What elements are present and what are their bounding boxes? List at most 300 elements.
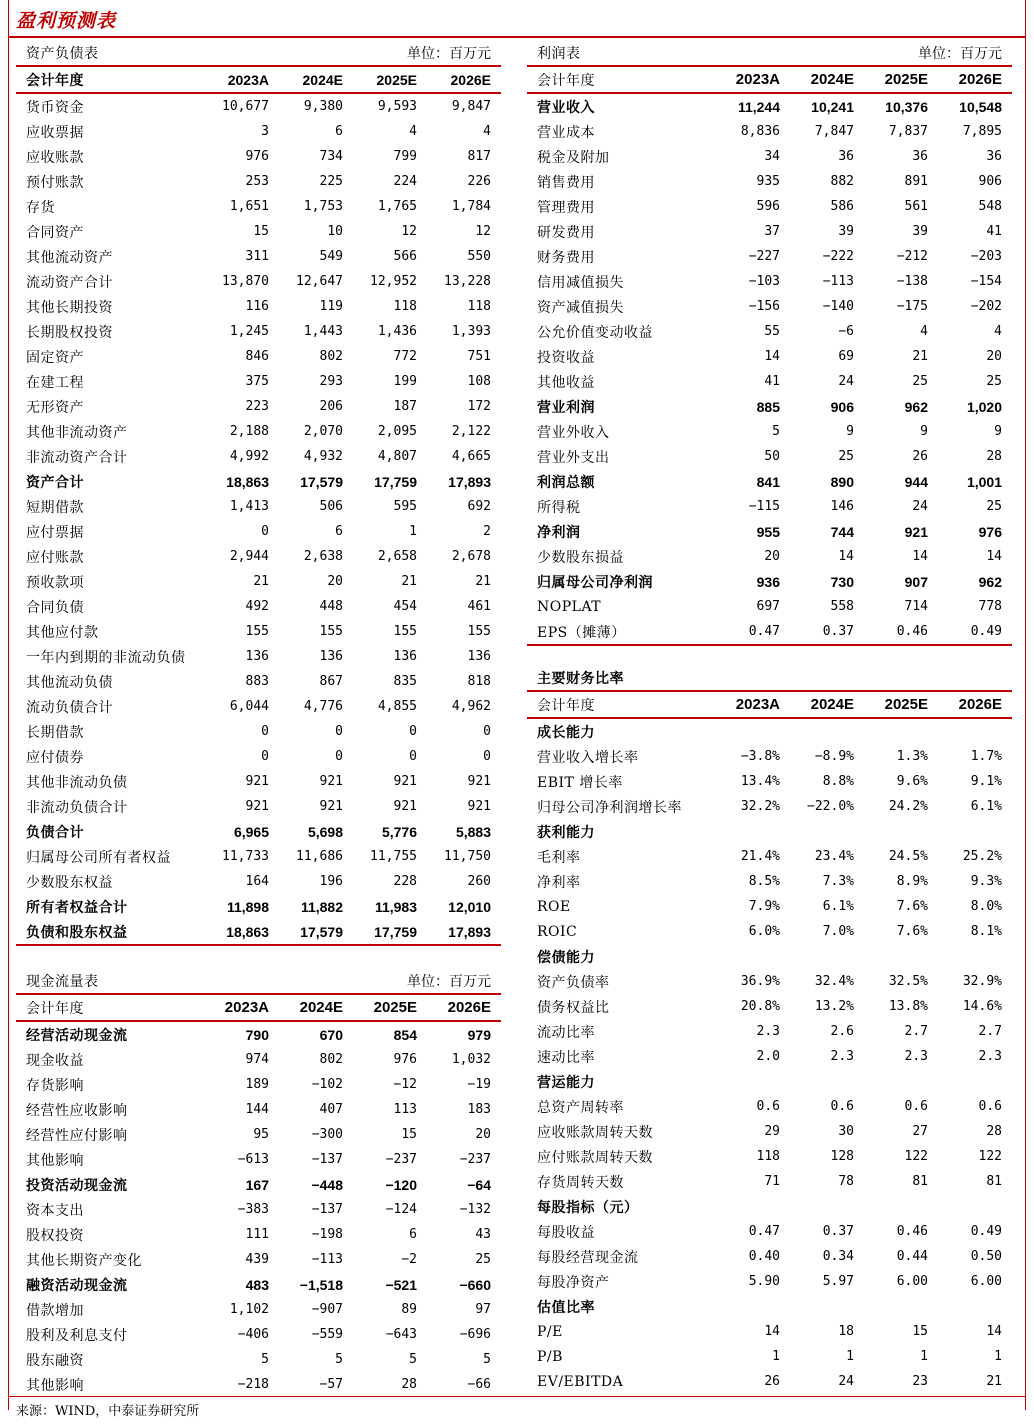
- table-row: [16, 194, 501, 219]
- row-value: −12: [393, 1077, 417, 1092]
- row-value: 9.1%: [970, 774, 1002, 789]
- row-value: 846: [245, 349, 269, 364]
- row-value: 936: [756, 573, 780, 590]
- row-value: 81: [912, 1174, 928, 1189]
- row-value: 407: [319, 1102, 343, 1117]
- row-label: 货币资金: [26, 99, 84, 116]
- row-value: 778: [978, 599, 1002, 614]
- row-value: 18,863: [226, 923, 269, 940]
- income-statement-body: [527, 94, 1012, 644]
- table-row: [16, 594, 501, 619]
- year-label: 会计年度: [537, 697, 595, 714]
- row-value: 548: [978, 199, 1002, 214]
- row-value: −643: [385, 1327, 417, 1342]
- row-value: 2.7: [978, 1024, 1002, 1039]
- row-value: 144: [245, 1102, 269, 1117]
- row-value: 5,883: [455, 823, 491, 840]
- table-row: [16, 319, 501, 344]
- row-value: 5: [409, 1352, 417, 1367]
- table-row: [527, 169, 1012, 194]
- table-row: [16, 669, 501, 694]
- row-value: 5: [483, 1352, 491, 1367]
- row-value: 71: [764, 1174, 780, 1189]
- row-label: 研发费用: [537, 224, 595, 241]
- row-value: 11,898: [226, 898, 269, 915]
- ratios-panel: [527, 665, 1012, 1394]
- row-label: 流动资产合计: [26, 274, 113, 291]
- row-label: 营运能力: [537, 1074, 595, 1091]
- row-value: −175: [896, 299, 928, 314]
- row-value: −300: [311, 1127, 343, 1142]
- table-row: [16, 1172, 501, 1197]
- table-row: [527, 1119, 1012, 1144]
- row-value: −237: [385, 1152, 417, 1167]
- row-label: ROE: [537, 898, 571, 915]
- row-value: 9,847: [451, 99, 491, 114]
- row-value: 228: [393, 874, 417, 889]
- row-value: 21: [475, 574, 491, 589]
- row-value: 78: [838, 1174, 854, 1189]
- row-value: 164: [245, 874, 269, 889]
- row-value: 12: [475, 224, 491, 239]
- row-label: 债务权益比: [537, 999, 610, 1016]
- row-value: −227: [748, 249, 780, 264]
- row-value: −103: [748, 274, 780, 289]
- row-label: 成长能力: [537, 724, 595, 741]
- row-value: 9: [846, 424, 854, 439]
- table-row: [16, 119, 501, 144]
- table-row: [16, 844, 501, 869]
- row-value: 921: [319, 799, 343, 814]
- row-value: 0: [261, 724, 269, 739]
- row-label: 估值比率: [537, 1299, 595, 1316]
- table-row: [527, 344, 1012, 369]
- row-value: 0.6: [756, 1099, 780, 1114]
- income-statement-bottom-rule: [527, 644, 1012, 646]
- row-value: −120: [385, 1176, 417, 1193]
- row-value: 11,750: [444, 849, 491, 864]
- row-value: 867: [319, 674, 343, 689]
- row-value: 550: [467, 249, 491, 264]
- table-row: [527, 1269, 1012, 1294]
- year-col: 2023A: [735, 696, 780, 713]
- row-value: 24: [912, 499, 928, 514]
- year-col: 2024E: [299, 999, 343, 1016]
- row-value: 11,733: [222, 849, 269, 864]
- table-row: [16, 569, 501, 594]
- row-value: 0.40: [748, 1249, 780, 1264]
- row-label: 速动比率: [537, 1049, 595, 1066]
- row-value: 25.2%: [962, 849, 1002, 864]
- row-value: 17,893: [448, 473, 491, 490]
- row-value: −138: [896, 274, 928, 289]
- row-value: −132: [459, 1202, 491, 1217]
- table-row: [527, 419, 1012, 444]
- table-row: [16, 369, 501, 394]
- row-value: 9,380: [303, 99, 343, 114]
- table-row: [527, 994, 1012, 1019]
- row-value: 50: [764, 449, 780, 464]
- row-label: 营业成本: [537, 124, 595, 141]
- table-row: [16, 919, 501, 944]
- year-col: 2024E: [810, 696, 854, 713]
- table-row: [527, 719, 1012, 744]
- table-row: [527, 94, 1012, 119]
- row-value: 25: [912, 374, 928, 389]
- row-value: 32.9%: [962, 974, 1002, 989]
- row-value: 506: [319, 499, 343, 514]
- row-value: 921: [393, 799, 417, 814]
- row-value: 1,651: [229, 199, 269, 214]
- table-row: [527, 844, 1012, 869]
- row-value: 1.3%: [896, 749, 928, 764]
- cash-flow-header: [16, 993, 501, 1022]
- row-value: 0: [483, 749, 491, 764]
- row-value: 15: [253, 224, 269, 239]
- table-row: [16, 519, 501, 544]
- row-value: −198: [311, 1227, 343, 1242]
- year-col: 2023A: [735, 71, 780, 88]
- table-row: [527, 744, 1012, 769]
- row-value: 41: [764, 374, 780, 389]
- row-value: 4,992: [229, 449, 269, 464]
- income-statement-title: 利润表: [537, 45, 581, 62]
- table-row: [527, 894, 1012, 919]
- balance-sheet-title-row: [16, 40, 501, 65]
- row-label: 长期借款: [26, 724, 84, 741]
- row-value: 13.2%: [814, 999, 854, 1014]
- row-value: 454: [393, 599, 417, 614]
- row-value: 95: [253, 1127, 269, 1142]
- row-value: 2,678: [451, 549, 491, 564]
- row-value: 21: [912, 349, 928, 364]
- row-label: 短期借款: [26, 499, 84, 516]
- table-row: [16, 1122, 501, 1147]
- row-label: 营业利润: [537, 399, 595, 416]
- row-label: EBIT 增长率: [537, 774, 623, 791]
- table-row: [16, 469, 501, 494]
- row-value: 944: [904, 473, 928, 490]
- left-border: [8, 0, 9, 1410]
- row-value: 976: [978, 523, 1002, 540]
- row-value: 20: [764, 549, 780, 564]
- row-value: 9.6%: [896, 774, 928, 789]
- row-value: −383: [237, 1202, 269, 1217]
- table-row: [16, 1047, 501, 1072]
- row-value: 1,784: [451, 199, 491, 214]
- row-label: 经营性应收影响: [26, 1102, 128, 1119]
- row-label: 净利率: [537, 874, 581, 891]
- table-row: [16, 794, 501, 819]
- row-value: −22.0%: [807, 799, 854, 814]
- row-value: 0.47: [748, 1224, 780, 1239]
- row-label: 股权投资: [26, 1227, 84, 1244]
- row-value: 692: [467, 499, 491, 514]
- balance-sheet-panel: [16, 40, 501, 946]
- row-value: 172: [467, 399, 491, 414]
- row-value: 155: [319, 624, 343, 639]
- source-note: 来源：WIND，中泰证券研究所: [16, 1404, 200, 1419]
- cash-flow-title: 现金流量表: [26, 973, 99, 990]
- ratios-body: [527, 719, 1012, 1394]
- row-value: 744: [830, 523, 854, 540]
- row-value: 41: [986, 224, 1002, 239]
- row-value: −137: [311, 1202, 343, 1217]
- row-label: 资产合计: [26, 474, 84, 491]
- table-row: [527, 569, 1012, 594]
- row-label: 营业收入增长率: [537, 749, 639, 766]
- row-label: 负债合计: [26, 824, 84, 841]
- row-value: 697: [756, 599, 780, 614]
- row-value: 7,895: [962, 124, 1002, 139]
- row-value: 841: [756, 473, 780, 490]
- row-value: 790: [245, 1026, 269, 1043]
- row-label: 流动比率: [537, 1024, 595, 1041]
- row-value: 5,698: [307, 823, 343, 840]
- table-row: [16, 1022, 501, 1047]
- row-value: 118: [467, 299, 491, 314]
- balance-sheet-body: [16, 94, 501, 944]
- cash-flow-body: [16, 1022, 501, 1397]
- row-value: 17,759: [374, 923, 417, 940]
- income-statement-title-row: [527, 40, 1012, 65]
- row-value: 7.9%: [748, 899, 780, 914]
- table-row: [527, 194, 1012, 219]
- row-value: 311: [245, 249, 269, 264]
- year-col: 2025E: [884, 71, 928, 88]
- row-value: 14: [986, 1324, 1002, 1339]
- row-value: 0: [409, 749, 417, 764]
- row-label: 管理费用: [537, 199, 595, 216]
- table-row: [527, 394, 1012, 419]
- table-row: [16, 219, 501, 244]
- row-value: 39: [912, 224, 928, 239]
- row-value: −203: [970, 249, 1002, 264]
- row-value: 0: [261, 524, 269, 539]
- row-value: 136: [393, 649, 417, 664]
- row-label: 预付账款: [26, 174, 84, 191]
- table-row: [16, 619, 501, 644]
- row-value: 23.4%: [814, 849, 854, 864]
- table-row: [527, 119, 1012, 144]
- year-col: 2026E: [958, 696, 1002, 713]
- row-value: 55: [764, 324, 780, 339]
- row-value: 439: [245, 1252, 269, 1267]
- table-row: [527, 1319, 1012, 1344]
- row-value: 14: [838, 549, 854, 564]
- row-value: 24.5%: [888, 849, 928, 864]
- year-col: 2026E: [447, 999, 491, 1016]
- row-label: 归属母公司所有者权益: [26, 849, 171, 866]
- table-row: [16, 1072, 501, 1097]
- row-label: 其他影响: [26, 1377, 84, 1394]
- row-value: −6: [838, 324, 854, 339]
- row-value: 962: [978, 573, 1002, 590]
- row-label: 经营性应付影响: [26, 1127, 128, 1144]
- row-value: 885: [756, 398, 780, 415]
- row-value: 906: [830, 398, 854, 415]
- row-value: 11,686: [296, 849, 343, 864]
- row-value: 921: [245, 799, 269, 814]
- row-label: 存货周转天数: [537, 1174, 624, 1191]
- row-value: −8.9%: [814, 749, 854, 764]
- row-value: 2,944: [229, 549, 269, 564]
- row-value: 799: [393, 149, 417, 164]
- table-row: [527, 1344, 1012, 1369]
- row-value: 2.3: [830, 1049, 854, 1064]
- row-label: 每股净资产: [537, 1274, 610, 1291]
- table-row: [16, 244, 501, 269]
- table-row: [527, 1019, 1012, 1044]
- row-value: 189: [245, 1077, 269, 1092]
- row-value: −202: [970, 299, 1002, 314]
- row-value: 32.2%: [740, 799, 780, 814]
- table-row: [16, 494, 501, 519]
- table-row: [527, 794, 1012, 819]
- row-label: 现金收益: [26, 1052, 84, 1069]
- row-value: 28: [401, 1377, 417, 1392]
- row-value: −218: [237, 1377, 269, 1392]
- row-value: 36.9%: [740, 974, 780, 989]
- balance-sheet-header: [16, 65, 501, 94]
- row-label: 其他影响: [26, 1152, 84, 1169]
- row-value: 5,776: [381, 823, 417, 840]
- row-label: 每股经营现金流: [537, 1249, 639, 1266]
- row-value: 97: [475, 1302, 491, 1317]
- row-label: 股利及利息支付: [26, 1327, 128, 1344]
- row-label: 合同负债: [26, 599, 84, 616]
- row-value: 21.4%: [740, 849, 780, 864]
- row-value: 32.4%: [814, 974, 854, 989]
- table-row: [16, 1197, 501, 1222]
- row-value: 5: [772, 424, 780, 439]
- row-value: 0.49: [970, 1224, 1002, 1239]
- row-value: 8.5%: [748, 874, 780, 889]
- row-value: 4,807: [377, 449, 417, 464]
- row-value: −559: [311, 1327, 343, 1342]
- row-value: 730: [830, 573, 854, 590]
- row-value: −448: [311, 1176, 343, 1193]
- row-label: 流动负债合计: [26, 699, 113, 716]
- row-value: 28: [986, 449, 1002, 464]
- row-value: 14: [986, 549, 1002, 564]
- table-row: [16, 1222, 501, 1247]
- row-label: 无形资产: [26, 399, 84, 416]
- row-label: 公允价值变动收益: [537, 324, 653, 341]
- row-value: 11,882: [300, 898, 343, 915]
- row-value: 29: [764, 1124, 780, 1139]
- year-col: 2023A: [227, 71, 269, 88]
- row-label: 股东融资: [26, 1352, 84, 1369]
- row-value: 955: [756, 523, 780, 540]
- row-value: 26: [764, 1374, 780, 1389]
- row-value: 448: [319, 599, 343, 614]
- table-row: [527, 919, 1012, 944]
- row-value: 6: [335, 524, 343, 539]
- table-row: [16, 94, 501, 119]
- table-row: [16, 344, 501, 369]
- table-row: [527, 1294, 1012, 1319]
- row-label: 应付票据: [26, 524, 84, 541]
- row-value: 2.6: [830, 1024, 854, 1039]
- row-label: 长期股权投资: [26, 324, 113, 341]
- table-row: [16, 169, 501, 194]
- row-value: 2,658: [377, 549, 417, 564]
- row-label: 应付账款周转天数: [537, 1149, 653, 1166]
- row-label: 其他收益: [537, 374, 595, 391]
- row-value: 1: [772, 1349, 780, 1364]
- row-label: 其他应付款: [26, 624, 99, 641]
- balance-sheet-title: 资产负债表: [26, 45, 99, 62]
- row-value: 4,776: [303, 699, 343, 714]
- row-value: 10,548: [959, 98, 1002, 115]
- row-value: 586: [830, 199, 854, 214]
- row-value: 1: [409, 524, 417, 539]
- row-value: 0.50: [970, 1249, 1002, 1264]
- row-value: 226: [467, 174, 491, 189]
- row-value: 167: [245, 1176, 269, 1193]
- row-value: 206: [319, 399, 343, 414]
- row-value: 906: [978, 174, 1002, 189]
- row-label: 获利能力: [537, 824, 595, 841]
- row-value: 595: [393, 499, 417, 514]
- row-label: 固定资产: [26, 349, 84, 366]
- row-label: 每股指标（元）: [537, 1199, 639, 1216]
- row-value: 293: [319, 374, 343, 389]
- row-value: 4: [994, 324, 1002, 339]
- table-row: [16, 1097, 501, 1122]
- table-row: [16, 1347, 501, 1372]
- table-row: [527, 619, 1012, 644]
- page-title: 盈利预测表: [16, 10, 117, 32]
- row-value: 818: [467, 674, 491, 689]
- row-value: −57: [319, 1377, 343, 1392]
- row-label: 税金及附加: [537, 149, 610, 166]
- table-row: [527, 444, 1012, 469]
- table-row: [16, 394, 501, 419]
- table-row: [527, 869, 1012, 894]
- table-row: [16, 294, 501, 319]
- row-label: P/E: [537, 1323, 563, 1340]
- row-value: 802: [319, 1052, 343, 1067]
- row-label: 借款增加: [26, 1302, 84, 1319]
- row-value: 2,070: [303, 424, 343, 439]
- row-value: 921: [245, 774, 269, 789]
- row-value: 34: [764, 149, 780, 164]
- row-value: 6.0%: [748, 924, 780, 939]
- row-value: 921: [467, 799, 491, 814]
- row-value: 18: [838, 1324, 854, 1339]
- row-value: 15: [912, 1324, 928, 1339]
- row-value: 25: [838, 449, 854, 464]
- row-label: 净利润: [537, 524, 581, 541]
- row-value: 12,010: [448, 898, 491, 915]
- table-row: [527, 594, 1012, 619]
- table-row: [527, 944, 1012, 969]
- row-label: 偿债能力: [537, 949, 595, 966]
- row-value: 1,245: [229, 324, 269, 339]
- row-value: 2.3: [904, 1049, 928, 1064]
- right-border: [1025, 0, 1026, 1410]
- row-value: 4: [483, 124, 491, 139]
- row-value: 113: [393, 1102, 417, 1117]
- row-value: 8.1%: [970, 924, 1002, 939]
- row-value: 890: [830, 473, 854, 490]
- row-label: 应付账款: [26, 549, 84, 566]
- row-label: 资本支出: [26, 1202, 84, 1219]
- row-value: 36: [912, 149, 928, 164]
- row-value: 962: [904, 398, 928, 415]
